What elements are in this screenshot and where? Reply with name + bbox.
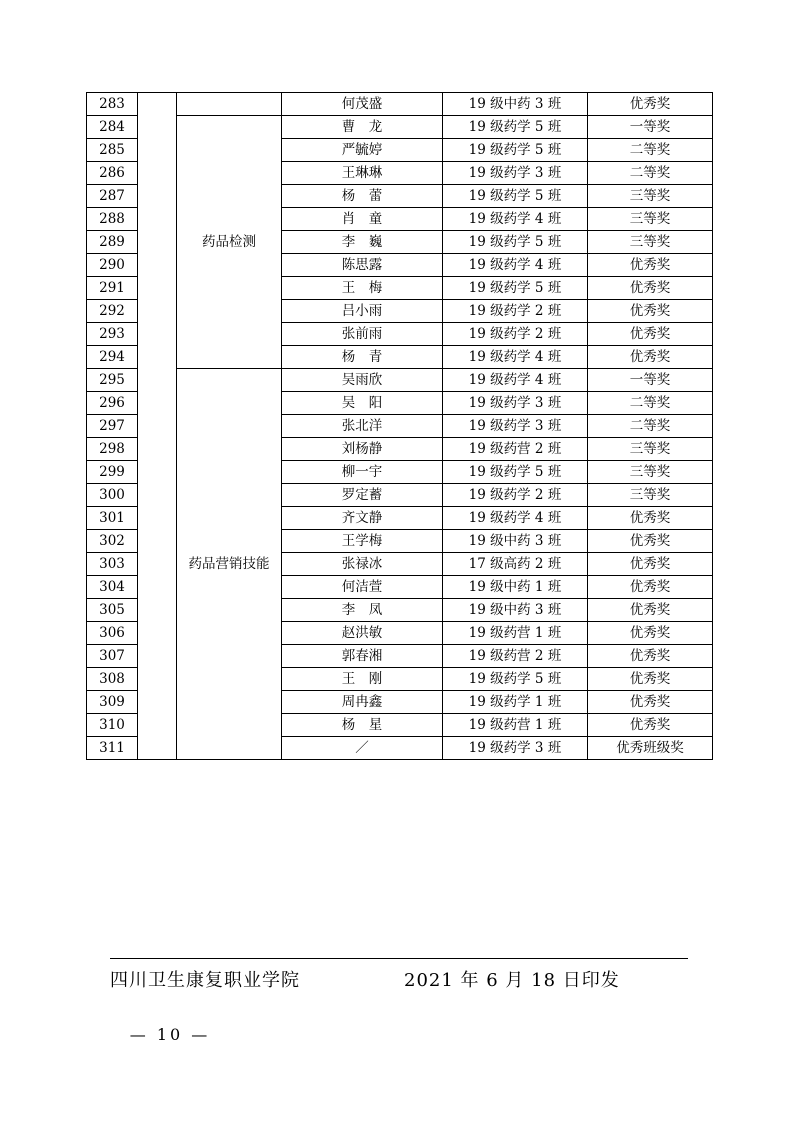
student-name: 杨 星 bbox=[282, 714, 443, 737]
student-class: 19 级药学 5 班 bbox=[443, 668, 588, 691]
page-number: — 10 — bbox=[129, 1025, 211, 1044]
row-number: 284 bbox=[87, 116, 138, 139]
student-name: 何茂盛 bbox=[282, 93, 443, 116]
student-name: 赵洪敏 bbox=[282, 622, 443, 645]
student-name: 柳一宇 bbox=[282, 461, 443, 484]
row-number: 308 bbox=[87, 668, 138, 691]
student-name: 张北洋 bbox=[282, 415, 443, 438]
award-level: 三等奖 bbox=[588, 461, 713, 484]
award-level: 优秀奖 bbox=[588, 300, 713, 323]
student-class: 19 级药学 5 班 bbox=[443, 277, 588, 300]
student-name: 李 巍 bbox=[282, 231, 443, 254]
award-level: 三等奖 bbox=[588, 231, 713, 254]
student-class: 19 级药学 4 班 bbox=[443, 208, 588, 231]
award-level: 优秀奖 bbox=[588, 254, 713, 277]
row-number: 297 bbox=[87, 415, 138, 438]
student-class: 17 级高药 2 班 bbox=[443, 553, 588, 576]
student-class: 19 级药学 3 班 bbox=[443, 415, 588, 438]
student-name: 陈思露 bbox=[282, 254, 443, 277]
row-number: 301 bbox=[87, 507, 138, 530]
issuing-organization: 四川卫生康复职业学院 bbox=[110, 970, 300, 991]
student-class: 19 级药学 2 班 bbox=[443, 484, 588, 507]
award-level: 优秀班级奖 bbox=[588, 737, 713, 760]
award-level: 优秀奖 bbox=[588, 323, 713, 346]
row-number: 310 bbox=[87, 714, 138, 737]
row-number: 303 bbox=[87, 553, 138, 576]
student-class: 19 级中药 3 班 bbox=[443, 599, 588, 622]
student-name: 张禄冰 bbox=[282, 553, 443, 576]
award-level: 二等奖 bbox=[588, 139, 713, 162]
footer-content bbox=[110, 966, 688, 992]
row-number: 311 bbox=[87, 737, 138, 760]
student-class: 19 级药学 4 班 bbox=[443, 346, 588, 369]
student-name: 严毓婷 bbox=[282, 139, 443, 162]
student-class: 19 级药学 2 班 bbox=[443, 323, 588, 346]
student-class: 19 级中药 3 班 bbox=[443, 93, 588, 116]
student-class: 19 级药学 5 班 bbox=[443, 231, 588, 254]
student-class: 19 级药学 5 班 bbox=[443, 116, 588, 139]
row-number: 291 bbox=[87, 277, 138, 300]
student-class: 19 级药学 1 班 bbox=[443, 691, 588, 714]
row-number: 296 bbox=[87, 392, 138, 415]
student-class: 19 级药学 4 班 bbox=[443, 369, 588, 392]
table-body bbox=[87, 93, 713, 760]
row-number: 289 bbox=[87, 231, 138, 254]
student-class: 19 级药学 3 班 bbox=[443, 392, 588, 415]
award-level: 优秀奖 bbox=[588, 277, 713, 300]
award-level: 优秀奖 bbox=[588, 645, 713, 668]
student-class: 19 级药学 5 班 bbox=[443, 185, 588, 208]
award-level: 三等奖 bbox=[588, 484, 713, 507]
award-level: 优秀奖 bbox=[588, 530, 713, 553]
award-level: 优秀奖 bbox=[588, 576, 713, 599]
row-number: 295 bbox=[87, 369, 138, 392]
row-number: 299 bbox=[87, 461, 138, 484]
student-class: 19 级药学 5 班 bbox=[443, 461, 588, 484]
student-class: 19 级药学 3 班 bbox=[443, 162, 588, 185]
award-level: 一等奖 bbox=[588, 369, 713, 392]
student-name: 吕小雨 bbox=[282, 300, 443, 323]
group-cell-first bbox=[177, 93, 282, 116]
student-name: 杨 蕾 bbox=[282, 185, 443, 208]
award-level: 优秀奖 bbox=[588, 553, 713, 576]
group-label-drug-testing: 药品检测 bbox=[177, 116, 282, 369]
student-name: 王 梅 bbox=[282, 277, 443, 300]
table-row bbox=[87, 116, 713, 139]
student-name: 刘杨静 bbox=[282, 438, 443, 461]
issue-date: 2021 年 6 月 18 日印发 bbox=[404, 970, 620, 991]
award-level: 二等奖 bbox=[588, 162, 713, 185]
row-number: 309 bbox=[87, 691, 138, 714]
student-class: 19 级药营 2 班 bbox=[443, 645, 588, 668]
row-number: 290 bbox=[87, 254, 138, 277]
student-name: 王学梅 bbox=[282, 530, 443, 553]
row-number: 287 bbox=[87, 185, 138, 208]
student-name: 曹 龙 bbox=[282, 116, 443, 139]
award-level: 优秀奖 bbox=[588, 599, 713, 622]
student-name: 杨 青 bbox=[282, 346, 443, 369]
row-number: 298 bbox=[87, 438, 138, 461]
row-number: 304 bbox=[87, 576, 138, 599]
row-number: 286 bbox=[87, 162, 138, 185]
student-name: 何洁萱 bbox=[282, 576, 443, 599]
student-name: 齐文静 bbox=[282, 507, 443, 530]
student-name: 周冉鑫 bbox=[282, 691, 443, 714]
award-list-table bbox=[86, 92, 713, 760]
student-class: 19 级药学 4 班 bbox=[443, 507, 588, 530]
row-number: 306 bbox=[87, 622, 138, 645]
award-level: 二等奖 bbox=[588, 415, 713, 438]
student-class: 19 级药学 3 班 bbox=[443, 737, 588, 760]
award-level: 优秀奖 bbox=[588, 691, 713, 714]
award-level: 优秀奖 bbox=[588, 622, 713, 645]
student-name: ／ bbox=[282, 737, 443, 760]
row-number: 294 bbox=[87, 346, 138, 369]
student-name: 王 刚 bbox=[282, 668, 443, 691]
footer-divider bbox=[110, 958, 688, 959]
award-level: 优秀奖 bbox=[588, 507, 713, 530]
row-number: 302 bbox=[87, 530, 138, 553]
student-name: 李 凤 bbox=[282, 599, 443, 622]
student-class: 19 级药学 4 班 bbox=[443, 254, 588, 277]
student-class: 19 级中药 3 班 bbox=[443, 530, 588, 553]
table-row bbox=[87, 369, 713, 392]
award-level: 三等奖 bbox=[588, 208, 713, 231]
award-level: 优秀奖 bbox=[588, 93, 713, 116]
student-class: 19 级药学 5 班 bbox=[443, 139, 588, 162]
student-class: 19 级药营 1 班 bbox=[443, 622, 588, 645]
student-name: 张前雨 bbox=[282, 323, 443, 346]
award-level: 优秀奖 bbox=[588, 346, 713, 369]
award-level: 三等奖 bbox=[588, 185, 713, 208]
row-number: 293 bbox=[87, 323, 138, 346]
row-number: 300 bbox=[87, 484, 138, 507]
row-number: 307 bbox=[87, 645, 138, 668]
student-name: 肖 童 bbox=[282, 208, 443, 231]
row-number: 283 bbox=[87, 93, 138, 116]
table-row bbox=[87, 93, 713, 116]
row-number: 288 bbox=[87, 208, 138, 231]
award-level: 优秀奖 bbox=[588, 668, 713, 691]
student-name: 吴雨欣 bbox=[282, 369, 443, 392]
award-level: 三等奖 bbox=[588, 438, 713, 461]
group-label-drug-marketing: 药品营销技能 bbox=[177, 369, 282, 760]
student-name: 王琳琳 bbox=[282, 162, 443, 185]
student-class: 19 级药学 2 班 bbox=[443, 300, 588, 323]
student-name: 罗定蓄 bbox=[282, 484, 443, 507]
award-level: 一等奖 bbox=[588, 116, 713, 139]
student-name: 吴 阳 bbox=[282, 392, 443, 415]
award-level: 二等奖 bbox=[588, 392, 713, 415]
blank-column bbox=[138, 93, 177, 760]
award-level: 优秀奖 bbox=[588, 714, 713, 737]
row-number: 305 bbox=[87, 599, 138, 622]
row-number: 285 bbox=[87, 139, 138, 162]
student-name: 郭春湘 bbox=[282, 645, 443, 668]
student-class: 19 级中药 1 班 bbox=[443, 576, 588, 599]
student-class: 19 级药营 2 班 bbox=[443, 438, 588, 461]
row-number: 292 bbox=[87, 300, 138, 323]
student-class: 19 级药营 1 班 bbox=[443, 714, 588, 737]
